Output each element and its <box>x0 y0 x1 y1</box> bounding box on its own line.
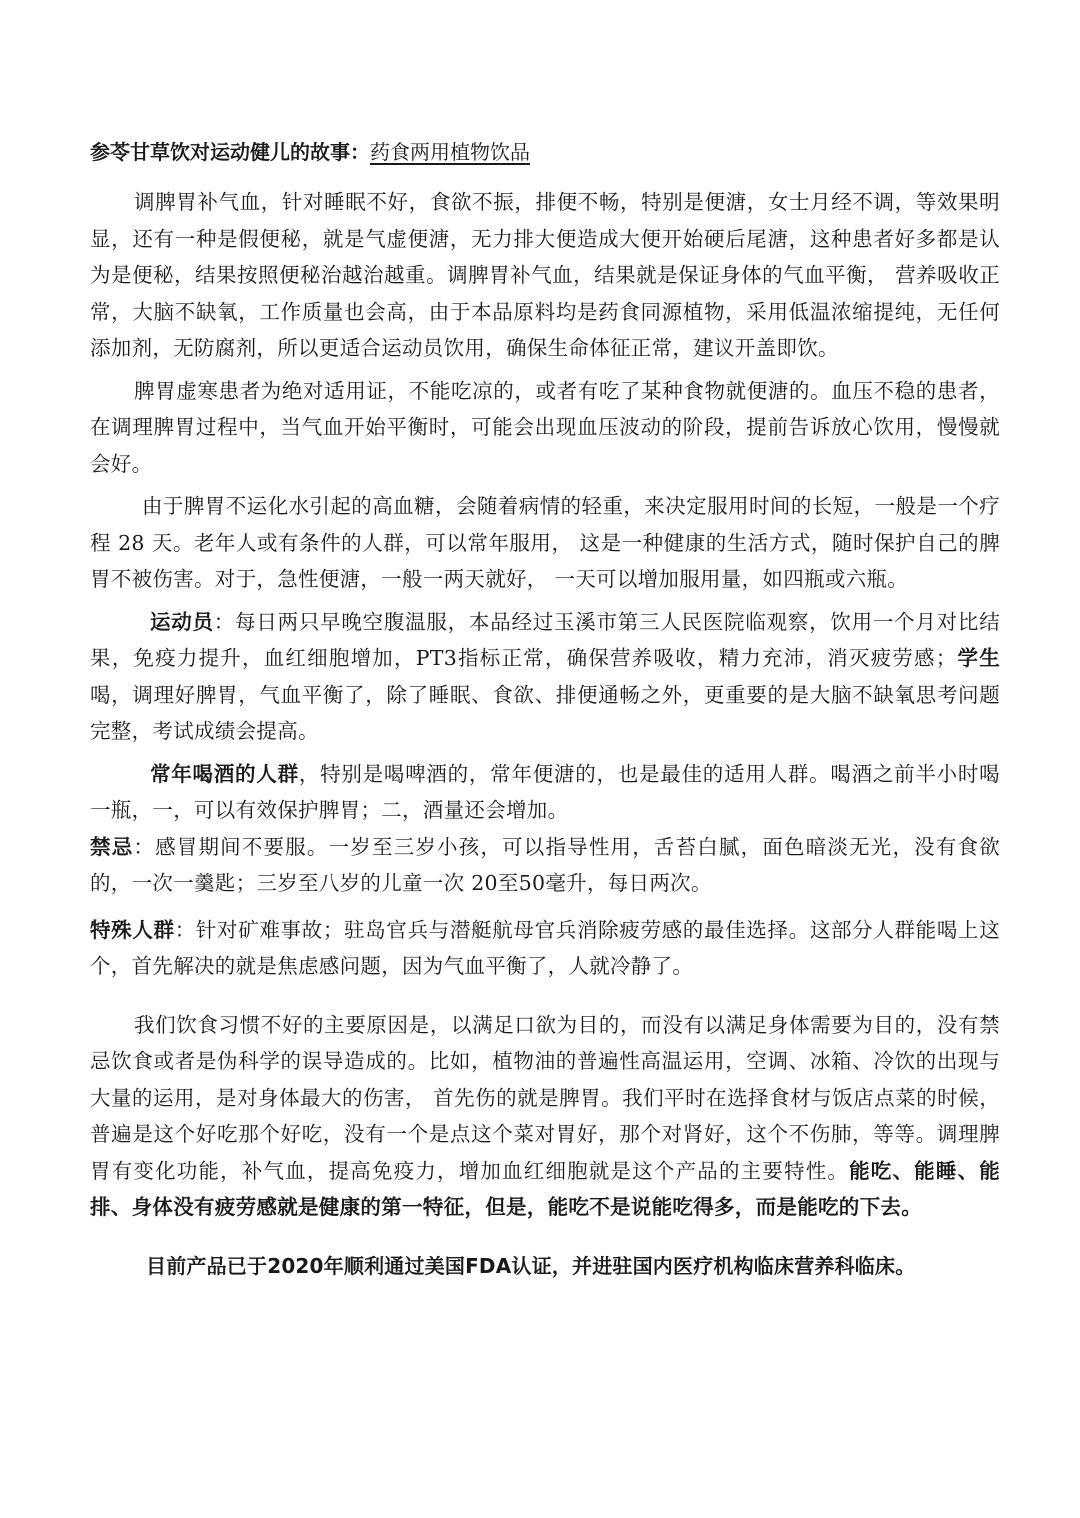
title-subtitle: 药食两用植物饮品 <box>370 140 530 164</box>
label-students: 学生 <box>956 646 1000 670</box>
paragraph-spleen-stomach: 调脾胃补气血，针对睡眠不好，食欲不振，排便不畅，特别是便溏，女士月经不调，等效果明显，还有一种是假便秘，就是气虚便溏，无力排大便造成大便开始硬后尾溏，这种患者好多都是认为是便秘，结果按照便秘治越治越重。调脾胃补气血，结果就是保证身体的气血平衡， 营养吸收正常，大脑不缺氧，工作质量也会高，由于本品原料均是药食同源植物，采用低温浓缩提纯，无任何添加剂，无防腐剂，所以更适合运动员饮用，确保生命体征正常，建议开盖即饮。 <box>90 190 1000 360</box>
paragraph-athletes <box>90 604 1000 750</box>
text-drinkers: ，特别是喝啤酒的，常年便溏的，也是最佳的适用人群。喝酒之前半小时喝一瓶，一，可以有效保护脾胃；二，酒量还会增加。 <box>90 761 1000 822</box>
paragraph-eating-habits <box>90 1007 1000 1226</box>
text-eating-habits: 我们饮食习惯不好的主要原因是，以满足口欲为目的，而没有以满足身体需要为目的，没有禁忌饮食或者是伪科学的误导造成的。比如，植物油的普遍性高温运用，空调、冰箱、冷饮的出现与大量的运用，是对身体最大的伤害， 首先伤的就是脾胃。我们平时在选择食材与饭店点菜的时候，普遍是这个好吃那个好吃，没有一个是点这个菜对胃好，那个对肾好，这个不伤肺，等等。调理脾胃有变化功能，补气血，提高免疫力，增加血红细胞就是这个产品的主要特性。 <box>90 1012 1000 1183</box>
text-athletes: ：每日两只早晚空腹温服，本品经过玉溪市第三人民医院临观察，饮用一个月对比结果，免疫力提升，血红细胞增加，PT3指标正常，确保营养吸收，精力充沛，消灭疲劳感； <box>90 609 1000 670</box>
paragraph-applicable-patients: 脾胃虚寒患者为绝对适用证，不能吃凉的，或者有吃了某种食物就便溏的。血压不稳的患者，在调理脾胃过程中，当气血开始平衡时，可能会出现血压波动的阶段，提前告诉放心饮用，慢慢就会好。 <box>90 378 1000 476</box>
text-special-groups: ：针对矿难事故；驻岛官兵与潜艇航母官兵消除疲劳感的最佳选择。这部分人群能喝上这个，首先解决的就是焦虑感问题，因为气血平衡了，人就冷静了。 <box>90 917 1000 978</box>
title-main: 参苓甘草饮对运动健儿的故事： <box>90 140 370 164</box>
paragraph-drinkers <box>90 756 1000 829</box>
label-drinkers: 常年喝酒的人群 <box>150 761 299 786</box>
label-athletes: 运动员 <box>150 609 214 634</box>
text-health-feature: 能吃、能睡、能排、身体没有疲劳感就是健康的第一特征，但是，能吃不是说能吃得多，而是能吃的下去。 <box>90 1158 1000 1219</box>
text-students: 喝，调理好脾胃，气血平衡了，除了睡眠、食欲、排便通畅之外，更重要的是大脑不缺氧思考问题完整，考试成绩会提高。 <box>90 682 1000 743</box>
label-special-groups: 特殊人群 <box>90 917 175 942</box>
paragraph-blood-sugar: 由于脾胃不运化水引起的高血糖，会随着病情的轻重，来决定服用时间的长短，一般是一个疗程 28 天。老年人或有条件的人群，可以常年服用， 这是一种健康的生活方式，随时保护自己的脾胃不被伤害。对于，急性便溏，一般一两天就好， 一天可以增加服用量，如四瓶或六瓶。 <box>90 494 1000 591</box>
text-contraindications: ：感冒期间不要服。一岁至三岁小孩，可以指导性用，舌苔白腻，面色暗淡无光，没有食欲的，一次一羹匙；三岁至八岁的儿童一次 20至50毫升，每日两次。 <box>90 834 1000 895</box>
document-page <box>90 134 1000 1284</box>
label-contraindications: 禁忌 <box>90 834 134 859</box>
paragraph-contraindications <box>90 829 1000 902</box>
paragraph-special-groups <box>90 912 1000 985</box>
document-title <box>90 134 1000 170</box>
fda-certification-statement: 目前产品已于2020年顺利通过美国FDA认证，并进驻国内医疗机构临床营养科临床。 <box>146 1253 916 1278</box>
